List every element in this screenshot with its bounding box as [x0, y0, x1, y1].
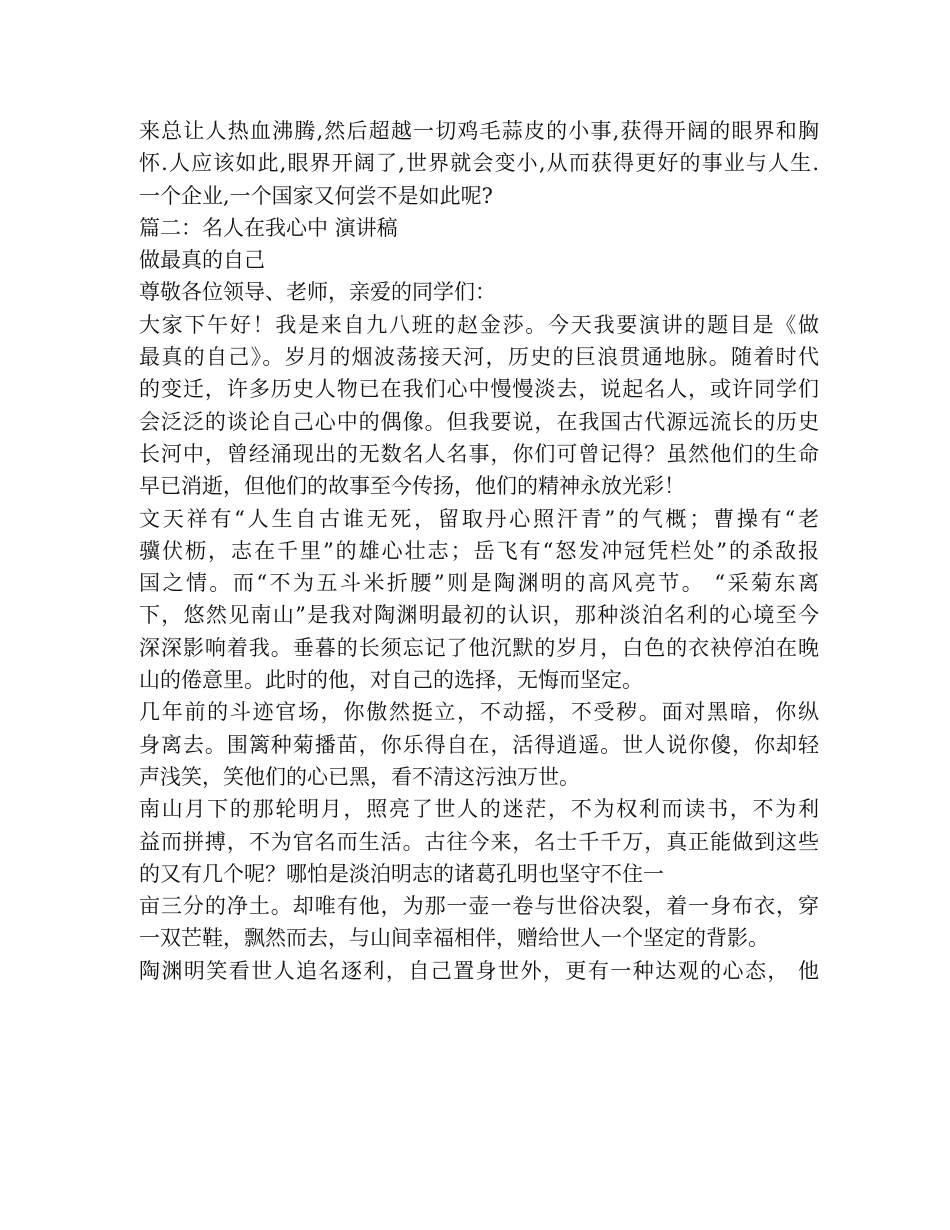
text-line: 的变迁，许多历史人物已在我们心中慢慢淡去，说起名人，或许同学们	[139, 377, 819, 402]
text-line: 深深影响着我。垂暮的长须忘记了他沉默的岁月，白色的衣袂停泊在晚	[139, 635, 819, 660]
text-line: 山的倦意里。此时的他，对自己的选择，无悔而坚定。	[139, 668, 643, 693]
text-line: 益而拼搏，不为官名而生活。古往今来，名士千千万，真正能做到这些	[139, 829, 819, 854]
salutation: 尊敬各位领导、老师，亲爱的同学们：	[139, 280, 496, 305]
text-line: 来总让人热血沸腾,然后超越一切鸡毛蒜皮的小事,获得开阔的眼界和胸	[139, 119, 819, 143]
text-line: 的又有几个呢？哪怕是淡泊明志的诸葛孔明也坚守不住一	[139, 861, 664, 886]
text-line: 大家下午好！我是来自九八班的赵金莎。今天我要演讲的题目是《做	[139, 312, 819, 337]
section-heading: 篇二：名人在我心中 演讲稿	[139, 215, 398, 240]
text-line: 亩三分的净土。却唯有他，为那一壶一卷与世俗决裂，着一身布衣，穿	[139, 894, 819, 919]
speech-title: 做最真的自己	[139, 248, 265, 273]
text-line: 长河中，曾经涌现出的无数名人名事，你们可曾记得？虽然他们的生命	[139, 441, 819, 466]
text-line: 几年前的斗迹官场，你傲然挺立，不动摇，不受秽。面对黑暗，你纵	[139, 700, 819, 725]
text-line: 骥伏枥，志在千里”的雄心壮志；岳飞有“怒发冲冠凭栏处”的杀敌报	[139, 538, 819, 563]
text-line: 陶渊明笑看世人追名逐利，自己置身世外，更有一种达观的心态， 他	[139, 958, 819, 983]
text-line: 早已消逝，但他们的故事至今传扬，他们的精神永放光彩！	[139, 474, 685, 499]
text-line: 一个企业,一个国家又何尝不是如此呢?	[139, 183, 493, 208]
text-line: 会泛泛的谈论自己心中的偶像。但我要说，在我国古代源远流长的历史	[139, 409, 819, 434]
text-line: 怀.人应该如此,眼界开阔了,世界就会变小,从而获得更好的事业与人生.	[139, 151, 819, 176]
text-line: 下，悠然见南山”是我对陶渊明最初的认识，那种淡泊名利的心境至今	[139, 603, 819, 628]
text-line: 最真的自己》。岁月的烟波荡接天河，历史的巨浪贯通地脉。随着时代	[139, 345, 819, 370]
text-line: 身离去。围篱种菊播苗，你乐得自在，活得逍遥。世人说你傻，你却轻	[139, 732, 819, 757]
text-line: 文天祥有“人生自古谁无死，留取丹心照汗青”的气概；曹操有“老	[139, 506, 819, 531]
text-line: 南山月下的那轮明月，照亮了世人的迷茫，不为权利而读书，不为利	[139, 797, 819, 822]
text-line: 国之情。而“不为五斗米折腰”则是陶渊明的高风亮节。 “采菊东离	[139, 571, 819, 596]
document-body	[139, 115, 819, 987]
text-line: 声浅笑，笑他们的心已黑，看不清这污浊万世。	[139, 764, 580, 789]
text-line: 一双芒鞋，飘然而去，与山间幸福相伴，赠给世人一个坚定的背影。	[139, 926, 769, 951]
